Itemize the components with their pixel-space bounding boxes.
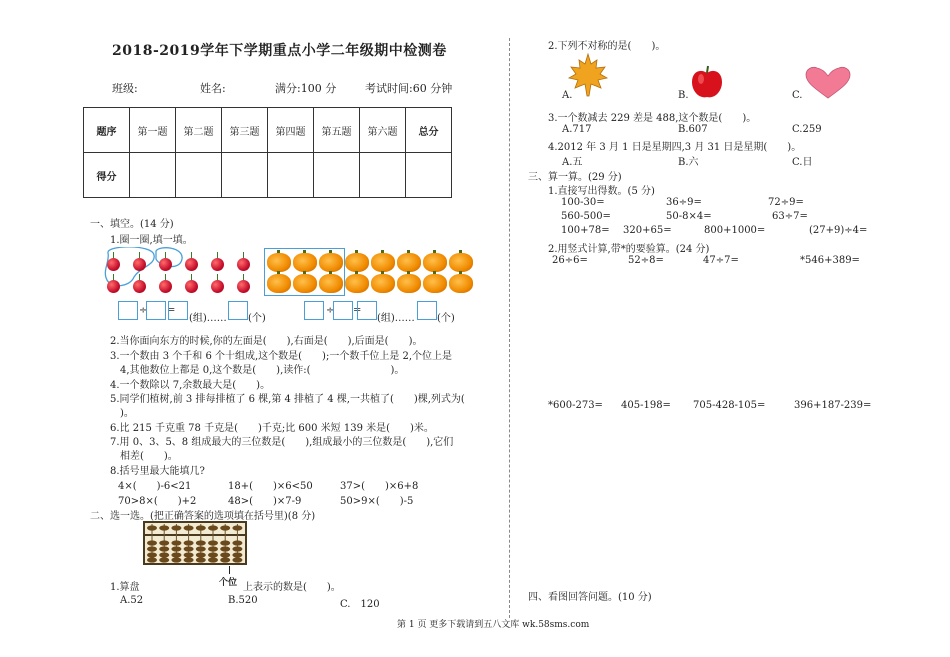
pumpkin-group-box [264, 248, 345, 296]
section4-heading: 四、看图回答问题。(10 分) [528, 592, 652, 603]
cherry-icon [159, 280, 172, 293]
abacus-bead [220, 540, 230, 545]
abacus-bead [232, 552, 242, 557]
abacus-bead [208, 557, 218, 562]
score-header: 总分 [406, 108, 452, 153]
q3-text-a: 3.一个数由 3 个千和 6 个十组成,这个数是( );一个数千位上是 2,个位上是 [110, 351, 453, 362]
abacus-bead [184, 546, 194, 551]
q8-text: 8.括号里最大能填几? [110, 466, 205, 477]
pumpkin-icon [371, 274, 395, 293]
score-cell[interactable] [222, 153, 268, 198]
q1-text: 1.圈一圈,填一填。 [110, 235, 193, 246]
ones-place-label: 个位 [219, 578, 238, 588]
abacus-bead [147, 552, 157, 557]
vertical-calc-item: 405-198= [621, 400, 671, 411]
abacus-bead [196, 546, 206, 551]
option-a[interactable]: A.52 [120, 595, 144, 606]
class-label: 班级: [112, 82, 138, 95]
calc-item: 320+65= [623, 225, 672, 236]
q4-text: 4.一个数除以 7,余数最大是( )。 [110, 380, 271, 391]
calc-item: 100-30= [561, 197, 605, 208]
cherry-icon [159, 258, 172, 271]
maple-leaf-icon [567, 52, 609, 98]
q2-choose-text: 2.下列不对称的是( )。 [548, 41, 666, 52]
cherry-icon [133, 258, 146, 271]
score-cell[interactable] [130, 153, 176, 198]
q8-item: 70>8×( )+2 [118, 496, 197, 507]
q6-text: 6.比 215 千克重 78 千克是( )千克;比 600 米短 139 米是( )米。 [110, 423, 434, 434]
vertical-calc-item: 47÷7= [703, 255, 739, 266]
cherry-icon [237, 280, 250, 293]
cherry-icon [211, 280, 224, 293]
abacus-bead [171, 540, 181, 545]
q4-choose-text: 4.2012 年 3 月 1 日是星期四,3 月 31 日是星期( )。 [548, 142, 802, 153]
q5-text: 5.同学们植树,前 3 排每排植了 6 棵,第 4 排植了 4 棵,一共植了( )棵,列式为( [110, 394, 465, 405]
option-b[interactable]: B.520 [228, 595, 258, 606]
q3-1-text: 1.直接写出得数。(5 分) [548, 186, 655, 197]
score-cell[interactable] [268, 153, 314, 198]
section1-heading: 一、填空。(14 分) [90, 219, 174, 230]
option-a[interactable]: A.五 [562, 157, 583, 168]
score-header: 第三题 [222, 108, 268, 153]
calc-item: 36÷9= [666, 197, 702, 208]
cherry-icon [211, 258, 224, 271]
option-c[interactable]: C.259 [792, 124, 822, 135]
pumpkin-icon [397, 274, 421, 293]
abacus-pointer [229, 566, 230, 574]
option-b[interactable]: B.607 [678, 124, 708, 135]
abacus-bead [147, 540, 157, 545]
score-header: 第二题 [176, 108, 222, 153]
answer-box[interactable] [304, 301, 324, 320]
calc-item: 560-500= [561, 211, 611, 222]
abacus-bead [159, 525, 169, 530]
score-table [83, 107, 452, 198]
calc-item: 800+1000= [704, 225, 766, 236]
division-sign: ÷ [139, 305, 148, 316]
option-c-heart[interactable]: C. [792, 90, 803, 101]
score-header: 第六题 [360, 108, 406, 153]
score-cell[interactable] [360, 153, 406, 198]
score-header: 题序 [84, 108, 130, 153]
vertical-calc-item: *546+389= [800, 255, 860, 266]
abacus-bead [220, 552, 230, 557]
pumpkin-icon [397, 253, 421, 272]
abacus-bead [147, 525, 157, 530]
pumpkin-icon [345, 274, 369, 293]
abacus-bead [232, 557, 242, 562]
q8-item: 37>( )×6+8 [340, 481, 419, 492]
q3-2-text: 2.用竖式计算,带*的要验算。(24 分) [548, 244, 710, 255]
vertical-calc-item: 52÷8= [628, 255, 664, 266]
answer-box[interactable] [333, 301, 353, 320]
q8-item: 48>( )×7-9 [228, 496, 302, 507]
abacus-bead [147, 557, 157, 562]
option-b[interactable]: B.六 [678, 157, 699, 168]
cherry-icon [185, 258, 198, 271]
abacus-bead [220, 525, 230, 530]
answer-box[interactable] [118, 301, 138, 320]
q3-text-b: 4,其他数位上都是 0,这个数是( ),读作:( )。 [120, 365, 405, 376]
option-b-apple[interactable]: B. [678, 90, 689, 101]
abacus-bead [171, 552, 181, 557]
answer-box[interactable] [417, 301, 437, 320]
pumpkin-icon [449, 274, 473, 293]
abacus-bead [208, 525, 218, 530]
abacus-bead [196, 552, 206, 557]
score-cell[interactable] [176, 153, 222, 198]
q8-item: 50>9×( )-5 [340, 496, 414, 507]
option-c[interactable]: C. 120 [340, 599, 380, 610]
equals-sign: = [353, 305, 362, 316]
score-row-label: 得分 [84, 153, 130, 198]
unit-ge: (个) [437, 313, 455, 324]
abacus-bead [208, 552, 218, 557]
calc-item: 50-8×4= [666, 211, 712, 222]
abacus-bead [232, 546, 242, 551]
vertical-calc-item: *600-273= [548, 400, 603, 411]
abacus-bead [159, 552, 169, 557]
abacus-icon [143, 521, 247, 565]
calc-item: 72÷9= [768, 197, 804, 208]
q7-text-a: 7.用 0、3、5、8 组成最大的三位数是( ),组成最小的三位数是( ),它们 [110, 437, 454, 448]
abacus-bead [159, 546, 169, 551]
answer-box[interactable] [228, 301, 248, 320]
unit-ge: (个) [248, 313, 266, 324]
q7-text-b: 相差( )。 [120, 451, 178, 462]
abacus-bead [171, 525, 181, 530]
pumpkin-icon [371, 253, 395, 272]
abacus-bead [147, 546, 157, 551]
vertical-calc-item: 396+187-239= [794, 400, 872, 411]
answer-box[interactable] [168, 301, 188, 320]
q8-item: 4×( )-6<21 [118, 481, 192, 492]
full-score: 满分:100 分 [275, 82, 337, 95]
score-header: 第一题 [130, 108, 176, 153]
answer-box[interactable] [146, 301, 166, 320]
abacus-bead [196, 540, 206, 545]
option-a-leaf[interactable]: A. [562, 90, 573, 101]
pumpkin-icon [449, 253, 473, 272]
pumpkin-icon [345, 253, 369, 272]
option-a[interactable]: A.717 [562, 124, 592, 135]
apple-icon [690, 64, 724, 100]
vertical-calc-item: 26÷6= [552, 255, 588, 266]
score-header: 第四题 [268, 108, 314, 153]
abacus-bead [159, 557, 169, 562]
answer-box[interactable] [357, 301, 377, 320]
option-c[interactable]: C.日 [792, 157, 813, 168]
calc-item: 63÷7= [772, 211, 808, 222]
abacus-bead [171, 546, 181, 551]
cherry-icon [133, 280, 146, 293]
division-sign: ÷ [326, 305, 335, 316]
heart-icon [804, 66, 852, 100]
exam-time: 考试时间:60 分钟 [365, 82, 453, 95]
section2-heading: 二、选一选。(把正确答案的选项填在括号里)(8 分) [90, 511, 316, 522]
q5-text-end: )。 [120, 408, 134, 419]
page-footer: 第 1 页 更多下载请到五八文库 wk.58sms.com [397, 620, 590, 630]
abacus-bead [184, 540, 194, 545]
abacus-bead [159, 540, 169, 545]
calc-item: 100+78= [561, 225, 610, 236]
cherry-icon [107, 258, 120, 271]
abacus-bead [196, 557, 206, 562]
equals-sign: = [167, 305, 176, 316]
abacus-bead [232, 540, 242, 545]
pumpkin-icon [423, 253, 447, 272]
section3-heading: 三、算一算。(29 分) [528, 172, 622, 183]
column-divider [509, 38, 510, 618]
abacus-bead [232, 525, 242, 530]
abacus-bead [220, 557, 230, 562]
abacus-bead [208, 540, 218, 545]
abacus-bead [184, 557, 194, 562]
group-unit: (组)…… [377, 313, 415, 324]
q2-text: 2.当你面向东方的时候,你的左面是( ),右面是( ),后面是( )。 [110, 336, 423, 347]
group-unit: (组)…… [189, 313, 227, 324]
abacus-bead [208, 546, 218, 551]
vertical-calc-item: 705-428-105= [693, 400, 766, 411]
calc-item: (27+9)÷4= [809, 225, 868, 236]
score-header: 第五题 [314, 108, 360, 153]
abacus-bead [220, 546, 230, 551]
cherry-icon [107, 280, 120, 293]
cherry-icon [185, 280, 198, 293]
exam-title: 2018-2019学年下学期重点小学二年级期中检测卷 [112, 43, 447, 59]
score-cell[interactable] [314, 153, 360, 198]
abacus-bead [171, 557, 181, 562]
abacus-bead [196, 525, 206, 530]
cherry-icon [237, 258, 250, 271]
pumpkin-icon [423, 274, 447, 293]
q8-item: 18+( )×6<50 [228, 481, 313, 492]
q1-choose-post: 上表示的数是( )。 [243, 582, 341, 593]
q3-choose-text: 3.一个数减去 229 差是 488,这个数是( )。 [548, 113, 757, 124]
q1-choose-pre: 1.算盘 [110, 582, 140, 593]
abacus-bead [184, 525, 194, 530]
name-label: 姓名: [200, 82, 226, 95]
score-cell[interactable] [406, 153, 452, 198]
abacus-bead [184, 552, 194, 557]
abacus-picture [143, 521, 247, 565]
